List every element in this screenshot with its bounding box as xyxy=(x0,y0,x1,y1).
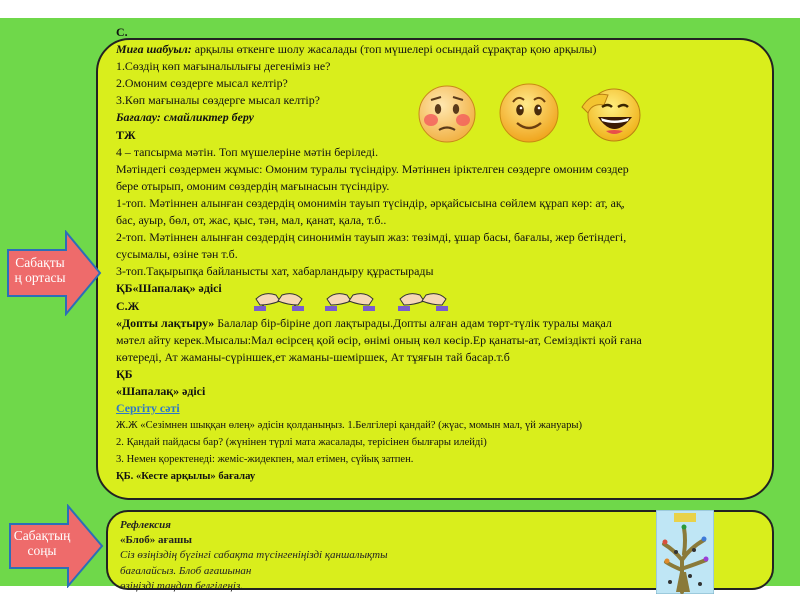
text-line xyxy=(116,315,761,332)
text-line: 2. Қандай пайдасы бар? (жүнінен түрлі мата жасалады, терісінен былғары илейді) xyxy=(116,437,487,449)
brainstorm-text: арқылы өткенге шолу жасалады (топ мүшелері осындай сұрақтар қою арқылы) xyxy=(191,42,597,57)
ball-method-text: Балалар бір-біріне доп лақтырады.Допты алған адам төрт-түлік туралы мақал xyxy=(214,315,612,330)
text-line: мәтел айту керек.Мысалы:Мал өсірсең қой өсір, өнімі оның көл көсір.Ер қанаты-ат, Семіздікті қой ғана xyxy=(116,332,642,347)
clapping-hands-icon xyxy=(325,289,375,311)
laughing-smiley-icon xyxy=(578,85,644,143)
text-line: С.Ж xyxy=(116,298,140,313)
reflection-title: Рефлексия xyxy=(120,519,171,531)
text-line: «Шапалақ» әдісі xyxy=(116,383,206,398)
lesson-middle-label-line2: ң ортасы xyxy=(14,270,66,285)
text-line: ҚБ. «Кесте арқылы» бағалау xyxy=(116,471,256,483)
text-line: көтереді, Ат жаманы-сүріншек,ет жаманы-шеміршек, Ат тұяғын тай басар.т.б xyxy=(116,349,510,364)
text-line: Бағалау: смайликтер беру xyxy=(116,110,254,125)
text-line xyxy=(116,41,761,58)
text-line: бас, ауыр, бөл, от, жас, қыс, тән, мал, қанат, қала, т.б.. xyxy=(116,213,387,228)
reflection-line: Сіз өзіңіздің бүгінгі сабақта түсінгеніңізді қаншалықты xyxy=(120,549,388,562)
clapping-hands-icon xyxy=(254,289,304,311)
top-strip xyxy=(0,0,800,18)
text-line: бере отырып, омоним сөздердің мағынасын түсіндіру. xyxy=(116,178,390,193)
ball-method-label: «Допты лақтыру» xyxy=(116,315,215,330)
lesson-end-label xyxy=(10,528,74,558)
smiling-smiley-icon xyxy=(498,80,560,144)
blob-tree-icon xyxy=(656,510,714,594)
text-line: ТЖ xyxy=(116,127,136,142)
reflection-line: өзіңізді таңдап белгілеңіз. xyxy=(120,579,244,592)
text-line: 3. Немен қоректенеді: жеміс-жидекпен, мал етімен, сүйық затпен. xyxy=(116,454,414,466)
text-line: Мәтіндегі сөздермен жұмыс: Омоним туралы түсіндіру. Мәтіннен іріктелген сөздерге омоним сөздер xyxy=(116,161,629,176)
worried-smiley-icon xyxy=(417,84,477,144)
text-line: 2-топ. Мәтіннен алынған сөздердің синонимін тауып жаз: төзімді, ұшар басы, бағалы, жер бетіндегі, xyxy=(116,230,627,245)
text-line: 3.Көп мағыналы сөздерге мысал келтір? xyxy=(116,93,320,108)
reflection-line: бағалайсыз. Блоб ағашынан xyxy=(120,564,252,577)
text-line: 2.Омоним сөздерге мысал келтір? xyxy=(116,76,288,91)
text-line: Ж.Ж «Сезімнен шыққан өлең» әдісін қолданыңыз. 1.Белгілері қандай? (жүас, момын мал, үй жануары) xyxy=(116,420,583,432)
lesson-end-label-line1: Сабақтың xyxy=(13,528,71,543)
text-line: 1.Сөздің көп мағыналылығы дегеніміз не? xyxy=(116,59,331,74)
lesson-end-label-line2: соңы xyxy=(27,543,57,558)
text-line: 1-топ. Мәтіннен алынған сөздердің омонимін тауып түсіндір, әрқайсысына сөйлем құрап көр: ат, ақ, xyxy=(116,195,625,210)
lesson-middle-label xyxy=(8,255,72,285)
lesson-middle-label-line1: Сабақты xyxy=(15,255,65,270)
text-line: ҚБ«Шапалақ» әдісі xyxy=(116,281,222,296)
refresh-break-link[interactable]: Сергіту сәті xyxy=(116,401,180,416)
clapping-hands-icon xyxy=(398,289,448,311)
text-line: 4 – тапсырма мәтін. Топ мүшелеріне мәтін беріледі. xyxy=(116,144,379,159)
text-line: С. xyxy=(116,25,128,39)
text-line: 3-топ.Тақырыпқа байланысты хат, хабарландыру құрастырады xyxy=(116,264,434,279)
text-line: ҚБ xyxy=(116,366,133,381)
text-line: сусымалы, өзіне тән т.б. xyxy=(116,247,238,262)
brainstorm-label: Миға шабуыл: xyxy=(116,42,192,57)
reflection-text xyxy=(120,518,480,594)
reflection-subtitle: «Блоб» ағашы xyxy=(120,534,192,547)
